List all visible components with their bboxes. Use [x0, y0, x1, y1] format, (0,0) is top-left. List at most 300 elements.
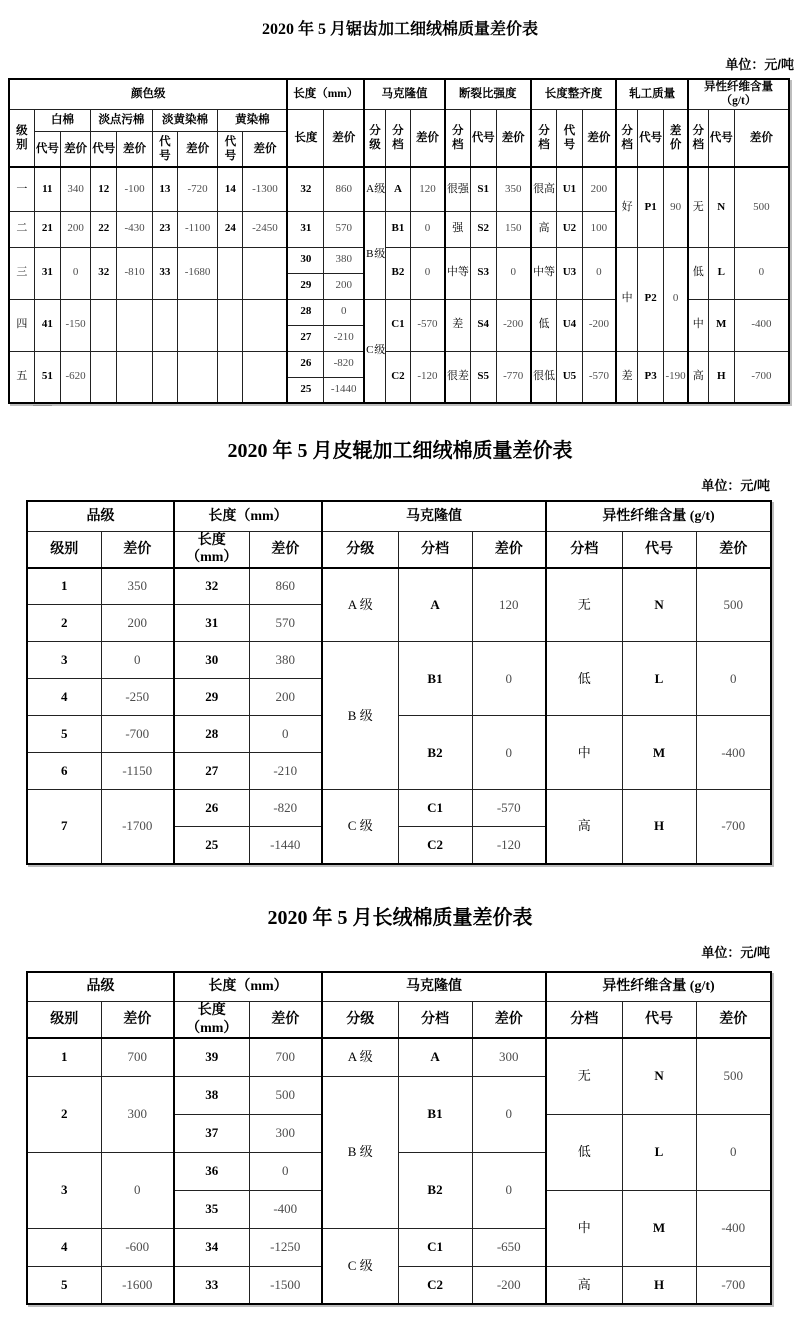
cell-diff: -570: [582, 351, 616, 403]
cell-length: 34: [174, 1228, 249, 1266]
cell-label: 强: [445, 211, 470, 247]
cell-label: 中等: [531, 247, 557, 299]
cell-class: B 级: [322, 1076, 398, 1228]
header-diff: 差价: [249, 1002, 322, 1039]
cell-code: 23: [152, 211, 177, 247]
header-ginning: 轧工质量: [616, 79, 688, 109]
cell-diff: 90: [664, 167, 688, 247]
cell-label: 中: [546, 716, 622, 790]
cell-grade: 五: [9, 351, 34, 403]
roller-table: [26, 500, 772, 865]
cell-empty: [218, 247, 243, 299]
header-class: 分级: [322, 1002, 398, 1039]
cell-code: 14: [218, 167, 243, 211]
cell-diff: -120: [411, 351, 445, 403]
header-micronaire: 马克隆值: [322, 972, 546, 1002]
cell-length: 26: [174, 790, 249, 827]
header-tier: 分档: [616, 109, 637, 167]
cell-diff: -700: [101, 716, 174, 753]
cell-code: S2: [470, 211, 496, 247]
cell-diff: -820: [324, 351, 364, 377]
cell-tier: A: [385, 167, 410, 211]
cell-diff: -100: [117, 167, 152, 211]
cell-code: S3: [470, 247, 496, 299]
cell-label: 高: [531, 211, 557, 247]
cell-empty: [218, 299, 243, 351]
header-length-group: 长度（mm）: [174, 501, 322, 531]
cell-grade: 7: [27, 790, 101, 864]
header-level: 级别: [27, 531, 101, 568]
cell-diff: 120: [411, 167, 445, 211]
header-grade: 级别: [9, 109, 34, 167]
cell-code: 13: [152, 167, 177, 211]
header-code: 代号: [34, 131, 60, 167]
header-strength: 断裂比强度: [445, 79, 531, 109]
cell-empty: [91, 299, 117, 351]
cell-length: 30: [174, 642, 249, 679]
cell-label: 差: [445, 299, 470, 351]
header-tier: 分档: [398, 531, 472, 568]
cell-tier: C1: [385, 299, 410, 351]
cell-tier: B1: [398, 642, 472, 716]
header-foreign-fiber: 异性纤维含量 (g/t): [546, 501, 771, 531]
cell-diff: 380: [324, 247, 364, 273]
long-header-group-row: [27, 972, 771, 1002]
cell-class: B 级: [364, 211, 385, 299]
roller-table-title: 2020 年 5 月皮辊加工细绒棉质量差价表: [227, 440, 573, 463]
cell-length: 29: [174, 679, 249, 716]
cell-code: N: [622, 568, 696, 642]
header-diff: 差价: [696, 1002, 771, 1039]
cell-label: 低: [688, 247, 708, 299]
cell-empty: [218, 351, 243, 403]
cell-diff: 0: [60, 247, 90, 299]
cell-diff: -1100: [177, 211, 217, 247]
header-foreign-fiber: [688, 79, 789, 109]
cell-empty: [91, 351, 117, 403]
cell-diff: 350: [496, 167, 530, 211]
cell-code: U4: [557, 299, 582, 351]
header-white-cotton: 白棉: [34, 109, 90, 131]
cell-code: S1: [470, 167, 496, 211]
cell-diff: -250: [101, 679, 174, 716]
cell-label: 很强: [445, 167, 470, 211]
cell-length: 31: [174, 605, 249, 642]
header-grade-group: 品级: [27, 501, 174, 531]
header-grade-group: 品级: [27, 972, 174, 1002]
cell-empty: [243, 299, 287, 351]
cell-diff: 0: [696, 1114, 771, 1190]
cell-tier: C2: [385, 351, 410, 403]
cell-diff: -200: [496, 299, 530, 351]
cell-code: M: [622, 1190, 696, 1266]
header-class: 分级: [364, 109, 385, 167]
cell-code: 51: [34, 351, 60, 403]
cell-diff: 350: [101, 568, 174, 605]
cell-diff: -400: [249, 1190, 322, 1228]
cell-length: 30: [287, 247, 323, 273]
cell-diff: 860: [324, 167, 364, 211]
cell-diff: -120: [472, 827, 546, 864]
cell-empty: [117, 299, 152, 351]
cell-tier: B2: [398, 1152, 472, 1228]
roller-row-7: [27, 790, 771, 827]
cell-diff: -1440: [324, 377, 364, 403]
header-diff: 差价: [696, 531, 771, 568]
cell-code: L: [622, 642, 696, 716]
cell-diff: 0: [249, 716, 322, 753]
cell-length: 25: [287, 377, 323, 403]
cell-code: N: [708, 167, 734, 247]
header-diff: 差价: [411, 109, 445, 167]
header-diff: 差价: [472, 1002, 546, 1039]
saw-table-unit: 单位：元/吨: [725, 57, 794, 72]
header-uniformity: 长度整齐度: [531, 79, 617, 109]
cell-diff: -400: [696, 716, 771, 790]
cell-grade: 2: [27, 1076, 101, 1152]
cell-tier: C1: [398, 790, 472, 827]
cell-empty: [243, 247, 287, 299]
cell-label: 中: [546, 1190, 622, 1266]
cell-label: 很差: [445, 351, 470, 403]
cell-diff: 0: [472, 716, 546, 790]
header-tier: 分档: [398, 1002, 472, 1039]
cell-code: P1: [638, 167, 664, 247]
long-header-sub-row: [27, 1002, 771, 1039]
cell-code: 33: [152, 247, 177, 299]
cell-code: U3: [557, 247, 582, 299]
cell-diff: 150: [496, 211, 530, 247]
header-class: 分级: [322, 531, 398, 568]
cell-code: 31: [34, 247, 60, 299]
header-foreign-fiber: 异性纤维含量 (g/t): [546, 972, 771, 1002]
header-length: 长度（mm）: [174, 531, 249, 568]
header-diff: 差价: [249, 531, 322, 568]
cell-code: 22: [91, 211, 117, 247]
cell-code: M: [708, 299, 734, 351]
cell-diff: -650: [472, 1228, 546, 1266]
cell-code: U5: [557, 351, 582, 403]
cell-diff: -620: [60, 351, 90, 403]
cell-tier: C2: [398, 827, 472, 864]
cell-diff: 0: [472, 1076, 546, 1152]
cell-diff: 700: [101, 1038, 174, 1076]
header-diff: 差价: [734, 109, 789, 167]
cell-tier: A: [398, 568, 472, 642]
saw-header-group-row: [9, 79, 789, 109]
cell-grade: 2: [27, 605, 101, 642]
header-diff: 差价: [472, 531, 546, 568]
header-length-group: 长度（mm）: [287, 79, 364, 109]
long-table-unit: 单位：元/吨: [701, 944, 770, 960]
header-tier: 分档: [546, 1002, 622, 1039]
cell-diff: -570: [472, 790, 546, 827]
cell-diff: 0: [472, 1152, 546, 1228]
cell-diff: -2450: [243, 211, 287, 247]
long-staple-table: [26, 971, 772, 1306]
header-code: 代号: [557, 109, 582, 167]
cell-diff: -700: [696, 790, 771, 864]
cell-tier: B1: [385, 211, 410, 247]
cell-empty: [152, 299, 177, 351]
cell-diff: 500: [696, 1038, 771, 1114]
cell-tier: C2: [398, 1266, 472, 1304]
cell-label: 中等: [445, 247, 470, 299]
cell-length: 38: [174, 1076, 249, 1114]
header-length: 长度: [287, 109, 323, 167]
cell-diff: -770: [496, 351, 530, 403]
cell-diff: -1300: [243, 167, 287, 211]
cell-diff: 300: [101, 1076, 174, 1152]
cell-diff: -720: [177, 167, 217, 211]
cell-label: 无: [546, 1038, 622, 1114]
cell-grade: 一: [9, 167, 34, 211]
cell-diff: 0: [411, 211, 445, 247]
cell-label: 高: [688, 351, 708, 403]
header-diff: 差价: [60, 131, 90, 167]
cell-diff: 0: [249, 1152, 322, 1190]
cell-label: 低: [546, 1114, 622, 1190]
cell-tier: B1: [398, 1076, 472, 1152]
cell-diff: -200: [582, 299, 616, 351]
cell-diff: -810: [117, 247, 152, 299]
cell-diff: -820: [249, 790, 322, 827]
cell-diff: -210: [324, 325, 364, 351]
header-micronaire: 马克隆值: [364, 79, 445, 109]
cell-length: 25: [174, 827, 249, 864]
cell-length: 26: [287, 351, 323, 377]
header-tier: 分档: [531, 109, 557, 167]
stray-mark: [33, 405, 52, 406]
cell-empty: [243, 351, 287, 403]
header-yellow-stained: 黄染棉: [218, 109, 288, 131]
roller-header-sub-row: [27, 531, 771, 568]
cell-length: 32: [174, 568, 249, 605]
cell-label: 好: [616, 167, 637, 247]
cell-length: 39: [174, 1038, 249, 1076]
long-row-7: [27, 1266, 771, 1304]
cell-diff: -1250: [249, 1228, 322, 1266]
cell-label: 差: [616, 351, 637, 403]
cell-diff: 0: [734, 247, 789, 299]
header-code: 代号: [622, 531, 696, 568]
long-row-1: [27, 1038, 771, 1076]
cell-empty: [117, 351, 152, 403]
cell-diff: 570: [324, 211, 364, 247]
cell-diff: 500: [734, 167, 789, 247]
cell-diff: 0: [411, 247, 445, 299]
cell-diff: 0: [696, 642, 771, 716]
cell-empty: [152, 351, 177, 403]
saw-row-1: [9, 167, 789, 211]
cell-diff: -150: [60, 299, 90, 351]
cell-length: 28: [174, 716, 249, 753]
header-code: 代号: [91, 131, 117, 167]
cell-diff: 0: [472, 642, 546, 716]
cell-code: 41: [34, 299, 60, 351]
cell-label: 中: [616, 247, 637, 351]
saw-header-sub-row: [9, 109, 789, 131]
cell-code: 32: [91, 247, 117, 299]
cell-diff: 500: [696, 568, 771, 642]
cell-grade: 四: [9, 299, 34, 351]
saw-row-7: [9, 351, 789, 377]
cell-grade: 1: [27, 1038, 101, 1076]
cell-class: C 级: [322, 1228, 398, 1304]
cell-empty: [177, 351, 217, 403]
cell-code: 24: [218, 211, 243, 247]
header-light-yellow: 淡黄染棉: [152, 109, 218, 131]
cell-code: U2: [557, 211, 582, 247]
header-tier: 分档: [385, 109, 410, 167]
cell-code: 21: [34, 211, 60, 247]
cell-diff: -400: [696, 1190, 771, 1266]
header-diff: 差价: [101, 1002, 174, 1039]
cell-code: M: [622, 716, 696, 790]
cell-code: S5: [470, 351, 496, 403]
header-diff: 差价: [117, 131, 152, 167]
header-diff: 差价: [664, 109, 688, 167]
cell-class: C 级: [322, 790, 398, 864]
cell-tier: B2: [398, 716, 472, 790]
cell-diff: -210: [249, 753, 322, 790]
header-diff: 差价: [324, 109, 364, 167]
cell-grade: 6: [27, 753, 101, 790]
header-diff: 差价: [101, 531, 174, 568]
header-diff: 差价: [496, 109, 530, 167]
cell-diff: -600: [101, 1228, 174, 1266]
header-code: 代号: [638, 109, 664, 167]
cell-label: 低: [546, 642, 622, 716]
cell-code: L: [708, 247, 734, 299]
cell-length: 33: [174, 1266, 249, 1304]
header-light-spotted: 淡点污棉: [91, 109, 153, 131]
cell-class: A 级: [322, 1038, 398, 1076]
cell-diff: 200: [249, 679, 322, 716]
cell-diff: 340: [60, 167, 90, 211]
cell-code: P3: [638, 351, 664, 403]
cell-code: L: [622, 1114, 696, 1190]
cell-length: 27: [287, 325, 323, 351]
cell-code: H: [708, 351, 734, 403]
header-diff: 差价: [582, 109, 616, 167]
header-foreign-fiber-line2: （g/t）: [720, 95, 757, 108]
header-length-group: 长度（mm）: [174, 972, 322, 1002]
cell-diff: 0: [101, 642, 174, 679]
cell-diff: 500: [249, 1076, 322, 1114]
cell-grade: 4: [27, 679, 101, 716]
cell-grade: 3: [27, 1152, 101, 1228]
saw-table-title: 2020 年 5 月锯齿加工细绒棉质量差价表: [261, 21, 538, 38]
roller-header-group-row: [27, 501, 771, 531]
cell-grade: 三: [9, 247, 34, 299]
cell-length: 36: [174, 1152, 249, 1190]
cell-diff: 0: [496, 247, 530, 299]
cell-grade: 3: [27, 642, 101, 679]
cell-code: N: [622, 1038, 696, 1114]
cell-diff: 120: [472, 568, 546, 642]
header-code: 代号: [470, 109, 496, 167]
cell-diff: -1600: [101, 1266, 174, 1304]
header-foreign-fiber-line1: 异性纤维含量: [703, 81, 773, 93]
cell-label: 很低: [531, 351, 557, 403]
cell-diff: 200: [60, 211, 90, 247]
cell-class: A 级: [322, 568, 398, 642]
cell-tier: A: [398, 1038, 472, 1076]
cell-diff: -1700: [101, 790, 174, 864]
header-diff: 差价: [243, 131, 287, 167]
cell-diff: 200: [324, 273, 364, 299]
cell-class: C 级: [364, 299, 385, 403]
cell-diff: -570: [411, 299, 445, 351]
cell-diff: -1680: [177, 247, 217, 299]
cell-diff: 300: [472, 1038, 546, 1076]
header-tier: 分档: [445, 109, 470, 167]
header-length: 长度（mm）: [174, 1002, 249, 1039]
cell-label: 无: [688, 167, 708, 247]
saw-table: [8, 78, 790, 404]
cell-diff: 860: [249, 568, 322, 605]
cell-diff: -400: [734, 299, 789, 351]
cell-code: H: [622, 790, 696, 864]
cell-diff: -700: [734, 351, 789, 403]
cell-diff: 200: [582, 167, 616, 211]
header-code: 代号: [622, 1002, 696, 1039]
cell-diff: 0: [582, 247, 616, 299]
cell-code: H: [622, 1266, 696, 1304]
cell-length: 32: [287, 167, 323, 211]
cell-class: B 级: [322, 642, 398, 790]
cell-label: 低: [531, 299, 557, 351]
cell-diff: 0: [101, 1152, 174, 1228]
roller-row-5: [27, 716, 771, 753]
cell-label: 高: [546, 790, 622, 864]
cell-code: 12: [91, 167, 117, 211]
cell-label: 中: [688, 299, 708, 351]
cell-diff: -1150: [101, 753, 174, 790]
cell-grade: 1: [27, 568, 101, 605]
cell-label: 高: [546, 1266, 622, 1304]
cell-diff: 300: [249, 1114, 322, 1152]
cell-empty: [177, 299, 217, 351]
header-tier: 分档: [688, 109, 708, 167]
cell-code: 11: [34, 167, 60, 211]
cell-diff: -200: [472, 1266, 546, 1304]
roller-row-3: [27, 642, 771, 679]
cell-grade: 5: [27, 1266, 101, 1304]
cell-length: 27: [174, 753, 249, 790]
cell-diff: 380: [249, 642, 322, 679]
roller-row-1: [27, 568, 771, 605]
cell-tier: C1: [398, 1228, 472, 1266]
cell-diff: -430: [117, 211, 152, 247]
cell-code: S4: [470, 299, 496, 351]
cell-code: U1: [557, 167, 582, 211]
cell-diff: -1500: [249, 1266, 322, 1304]
cell-grade: 5: [27, 716, 101, 753]
long-table-title: 2020 年 5 月长绒棉质量差价表: [267, 906, 533, 929]
cell-label: 很高: [531, 167, 557, 211]
cell-diff: 700: [249, 1038, 322, 1076]
cell-diff: 570: [249, 605, 322, 642]
cell-diff: 100: [582, 211, 616, 247]
cell-diff: -700: [696, 1266, 771, 1304]
header-level: 级别: [27, 1002, 101, 1039]
cell-diff: -1440: [249, 827, 322, 864]
cell-label: 无: [546, 568, 622, 642]
header-tier: 分档: [546, 531, 622, 568]
cell-tier: B2: [385, 247, 410, 299]
